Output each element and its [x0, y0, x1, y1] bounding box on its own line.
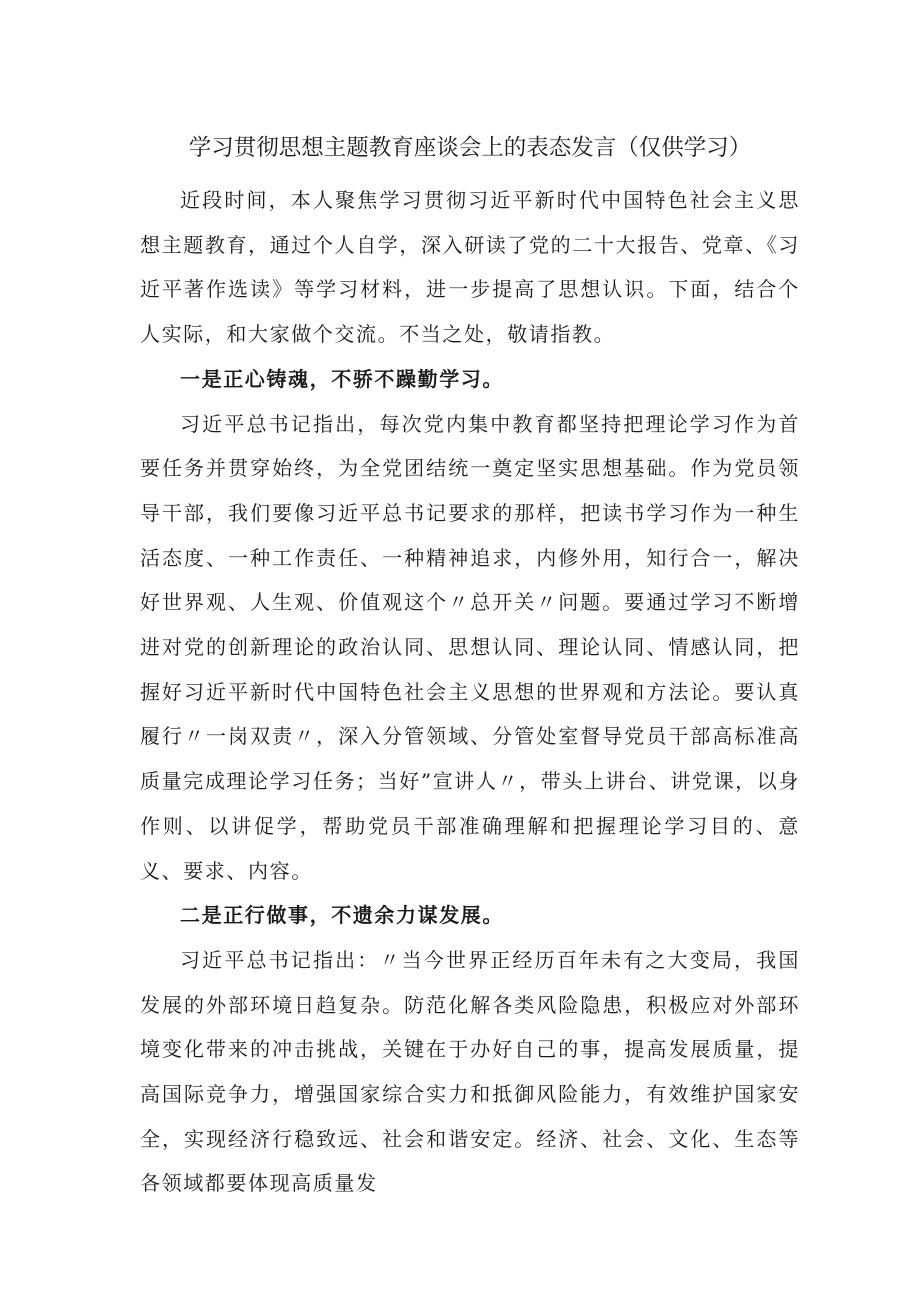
document-title: 学习贯彻思想主题教育座谈会上的表态发言（仅供学习）	[188, 135, 752, 161]
document-page	[140, 128, 800, 1206]
section-2-paragraph: 习近平总书记指出：〃当今世界正经历百年未有之大变局，我国发展的外部环境日趋复杂。防范化解各类风险隐患，积极应对外部环境变化带来的冲击挑战，关键在于办好自己的事，提高发展质量，提高国际竞争力，增强国家综合实力和抵御风险能力，有效维护国家安全，实现经济行稳致远、社会和谐安定。经济、社会、文化、生态等各领域都要体现高质量发	[140, 947, 800, 1196]
section-1-paragraph: 习近平总书记指出，每次党内集中教育都坚持把理论学习作为首要任务并贯穿始终，为全党团结统一奠定坚实思想基础。作为党员领导干部，我们要像习近平总书记要求的那样，把读书学习作为一种生活态度、一种工作责任、一种精神追求，内修外用，知行合一，解决好世界观、人生观、价值观这个〃总开关〃问题。要通过学习不断增进对党的创新理论的政治认同、思想认同、理论认同、情感认同，把握好习近平新时代中国特色社会主义思想的世界观和方法论。要认真履行〃一岗双责〃，深入分管领域、分管处室督导党员干部高标准高质量完成理论学习任务；当好”宣讲人〃，带头上讲台、讲党课，以身作则、以讲促学，帮助党员干部准确理解和把握理论学习目的、意义、要求、内容。	[140, 411, 800, 883]
intro-paragraph: 近段时间，本人聚焦学习贯彻习近平新时代中国特色社会主义思想主题教育，通过个人自学，深入研读了党的二十大报告、党章、《习近平著作选读》等学习材料，进一步提高了思想认识。下面，结合个人实际，和大家做个交流。不当之处，敬请指教。	[140, 188, 800, 347]
section-heading-2: 二是正行做事，不遗余力谋发展。	[180, 903, 504, 928]
section-heading-1: 一是正心铸魂，不骄不躁勤学习。	[180, 366, 504, 391]
